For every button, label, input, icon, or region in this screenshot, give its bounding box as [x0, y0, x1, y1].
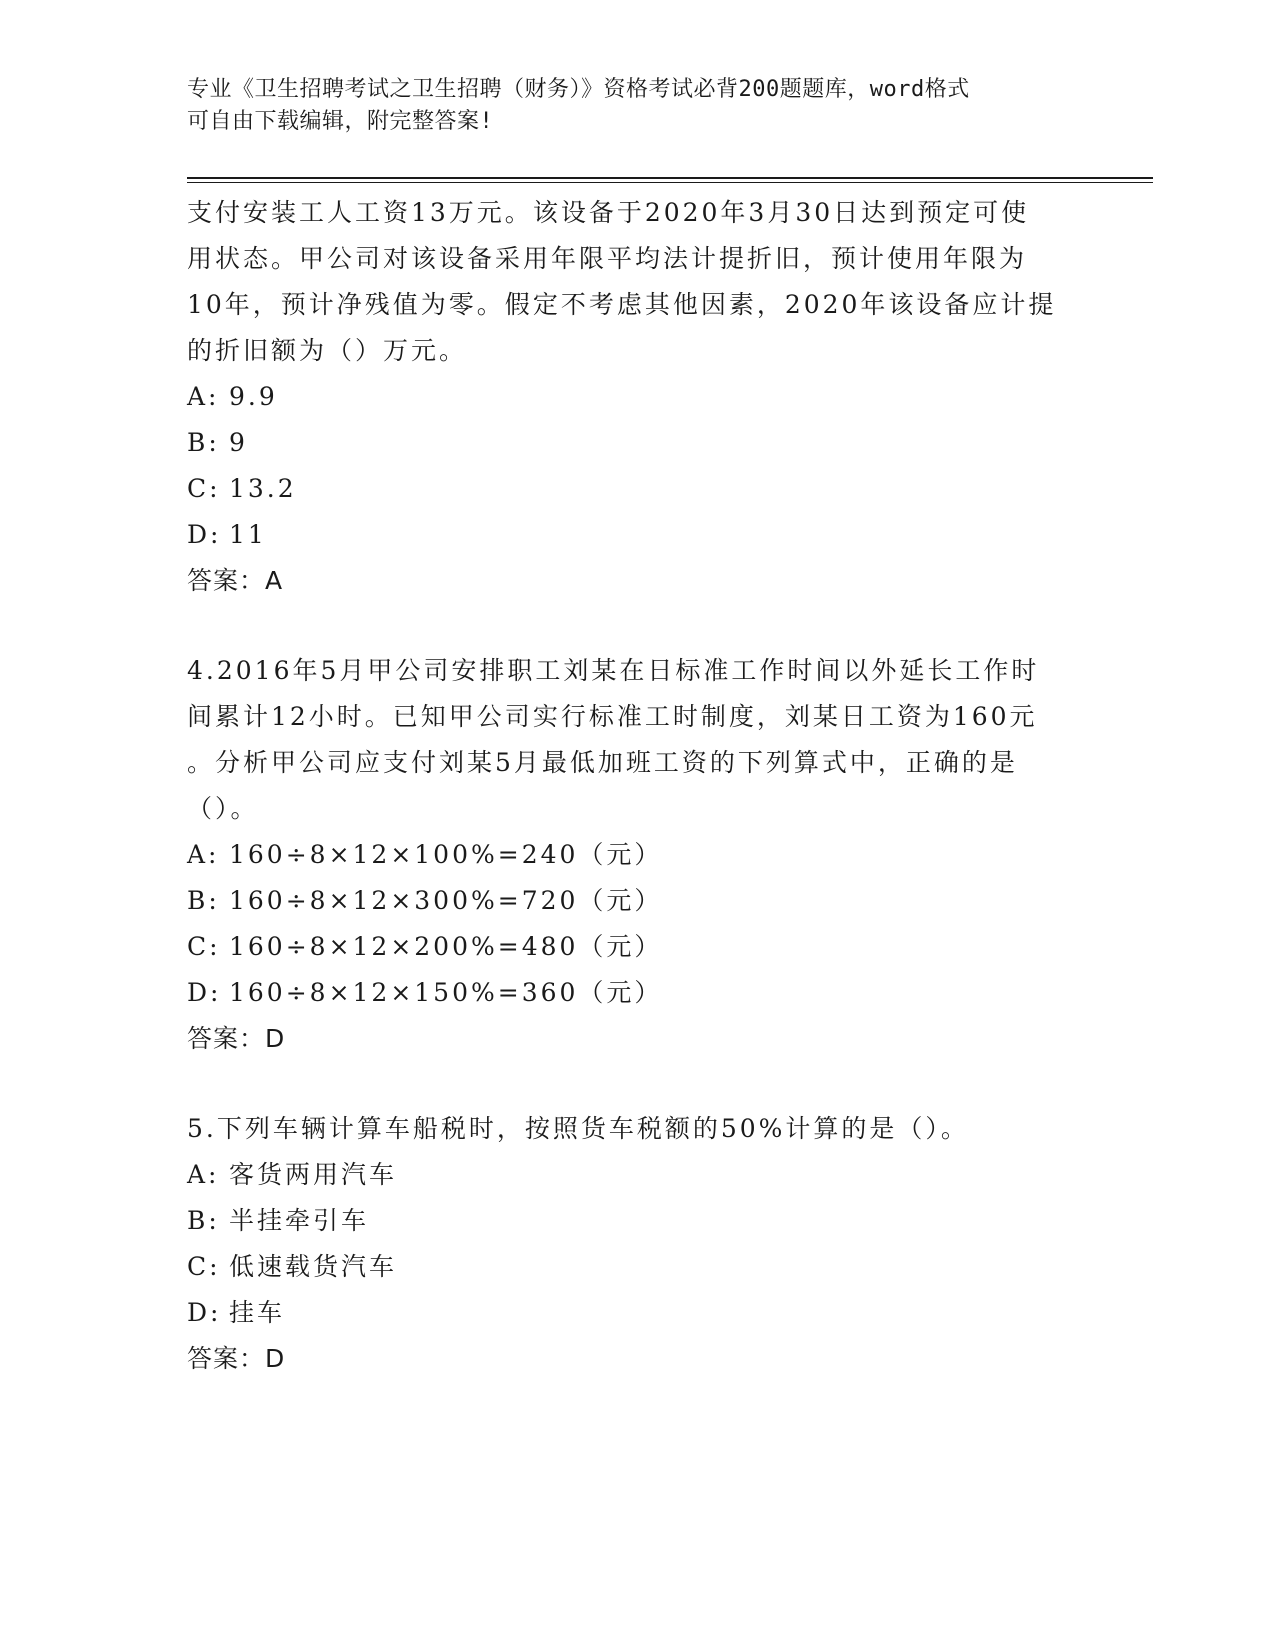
option-letter: C: [187, 1252, 221, 1281]
header-title-line-1: 专业《卫生招聘考试之卫生招聘（财务）》资格考试必背200题题库，word格式 [187, 77, 970, 102]
option-letter: B: [187, 1206, 220, 1235]
option-letter: A: [187, 1160, 220, 1189]
option-b [187, 878, 1087, 924]
option-text: 160÷8×12×150%=360（元） [229, 978, 663, 1007]
option-a [187, 1152, 1087, 1198]
question-spacer [187, 1062, 1087, 1106]
option-text: 160÷8×12×300%=720（元） [229, 886, 663, 915]
question-5 [187, 1106, 1087, 1382]
option-d [187, 970, 1087, 1016]
header-divider-thin [187, 182, 1153, 183]
question-text-line: 间累计12小时。已知甲公司实行标准工时制度，刘某日工资为160元 [187, 702, 1038, 731]
option-text: 9 [229, 428, 248, 457]
option-letter: C: [187, 474, 221, 503]
option-letter: A: [187, 382, 220, 411]
option-letter: D: [187, 978, 222, 1007]
option-text: 9.9 [229, 382, 278, 411]
question-4 [187, 648, 1087, 1062]
option-c [187, 466, 1087, 512]
header-title-line-2: 可自由下载编辑，附完整答案! [187, 109, 494, 134]
option-d [187, 512, 1087, 558]
option-text: 半挂牵引车 [229, 1206, 370, 1235]
question-text-line: （）。 [187, 794, 259, 823]
question-text-line: 用状态。甲公司对该设备采用年限平均法计提折旧，预计使用年限为 [187, 244, 1028, 273]
option-d [187, 1290, 1087, 1336]
option-letter: B: [187, 886, 220, 915]
option-a [187, 374, 1087, 420]
question-text-line: 10年，预计净残值为零。假定不考虑其他因素，2020年该设备应计提 [187, 290, 1057, 319]
option-letter: C: [187, 932, 221, 961]
question-text-line: 4.2016年5月甲公司安排职工刘某在日标准工作时间以外延长工作时 [187, 656, 1040, 685]
option-text: 客货两用汽车 [229, 1160, 398, 1189]
answer-label: 答案：D [187, 1024, 286, 1053]
question-text-line: 。分析甲公司应支付刘某5月最低加班工资的下列算式中，正确的是 [187, 748, 1018, 777]
question-text-line: 支付安装工人工资13万元。该设备于2020年3月30日达到预定可使 [187, 198, 1030, 227]
question-text-line: 的折旧额为（）万元。 [187, 336, 468, 365]
option-letter: B: [187, 428, 220, 457]
option-c [187, 1244, 1087, 1290]
option-a [187, 832, 1087, 878]
header-divider-thick [187, 177, 1153, 179]
page-header [187, 74, 1067, 138]
option-text: 13.2 [229, 474, 297, 503]
option-b [187, 1198, 1087, 1244]
question-spacer [187, 604, 1087, 648]
option-text: 挂车 [229, 1298, 286, 1327]
option-c [187, 924, 1087, 970]
answer-label: 答案：A [187, 566, 284, 595]
document-body [187, 190, 1087, 1382]
option-text: 低速载货汽车 [229, 1252, 398, 1281]
option-letter: D: [187, 1298, 222, 1327]
option-text: 11 [229, 520, 267, 549]
option-text: 160÷8×12×100%=240（元） [229, 840, 663, 869]
option-text: 160÷8×12×200%=480（元） [229, 932, 663, 961]
question-3 [187, 190, 1087, 604]
option-b [187, 420, 1087, 466]
answer-label: 答案：D [187, 1344, 286, 1373]
question-text-line: 5.下列车辆计算车船税时，按照货车税额的50%计算的是（）。 [187, 1114, 969, 1143]
option-letter: A: [187, 840, 220, 869]
option-letter: D: [187, 520, 222, 549]
